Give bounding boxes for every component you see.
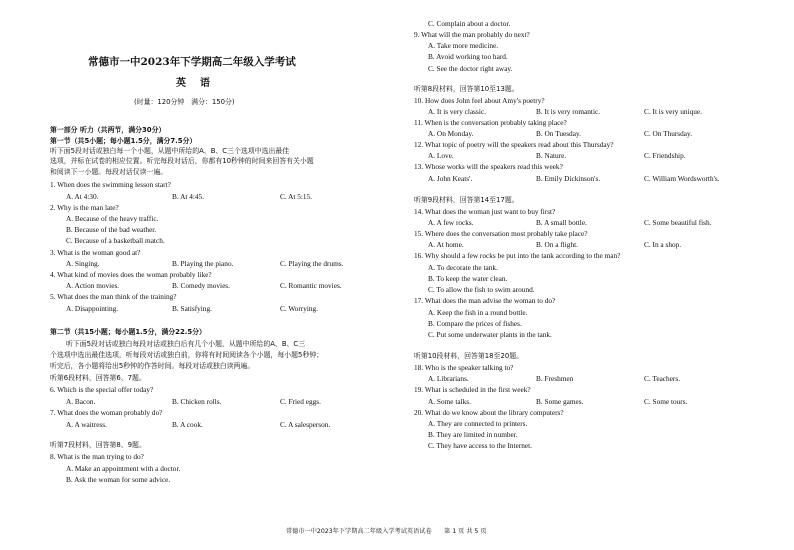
exam-title: 常德市一中2023年下学期高二年级入学考试 — [88, 56, 296, 68]
section1-heading: 第一节（共5小题；每小题1.5分，满分7.5分） — [50, 137, 197, 145]
option: B. Emily Dickinson's. — [536, 174, 601, 183]
question-10: 10. How does John feel about Amy's poetry? — [414, 96, 545, 105]
option: A. Love. — [428, 151, 454, 160]
question-17: 17. What does the man advise the woman to do? — [414, 296, 556, 305]
section2-instruction: 个选项中选出最佳选项，听每段对话或独白前，你将有时间阅读各个小题，每小题5秒钟； — [50, 351, 324, 359]
option: C. Complain about a doctor. — [428, 19, 511, 28]
page-footer: 常德市一中2023年下学期高二年级入学考试英语试卷 第 1 页 共 5 页 — [286, 528, 487, 535]
material-heading: 听第6段材料，回答第6、7题。 — [50, 374, 146, 382]
option: C. Worrying. — [280, 304, 318, 313]
option: C. Some tours. — [644, 397, 688, 406]
option: B. On Tuesday. — [536, 129, 581, 138]
option: B. Ask the woman for some advice. — [66, 475, 171, 484]
option: B. Satisfying. — [172, 304, 212, 313]
section1-instruction: 选项，并标在试卷的相应位置。听完每段对话后，你都有10秒钟的时间来回答有关小题 — [50, 157, 314, 165]
option: B. Because of the bad weather. — [66, 225, 157, 234]
option: C. Fried eggs. — [280, 397, 321, 406]
option: A. Make an appointment with a doctor. — [66, 464, 181, 473]
option: A. It is very classic. — [428, 107, 486, 116]
option: B. Playing the piano. — [172, 259, 234, 268]
section2-instruction: 听下面5段对话或独白每段对话或独白后有几个小题，从题中所给的A、B、C三 — [66, 340, 306, 348]
option: A. They are connected to printers. — [428, 419, 528, 428]
option: B. Avoid working too hard. — [428, 52, 508, 61]
subject-label: 英语 — [176, 78, 224, 89]
option: C. Put some underwater plants in the tank. — [428, 330, 552, 339]
option: C. At 5:15. — [280, 192, 313, 201]
question-12: 12. What topic of poetry will the speakers read about this Thursday? — [414, 140, 614, 149]
option: A. A waitress. — [66, 420, 107, 429]
option: C. They have access to the Internet. — [428, 441, 533, 450]
option: A. Librarians. — [428, 374, 469, 383]
exam-meta: (时量：120分钟 满分：150分) — [134, 98, 235, 106]
question-19: 19. What is scheduled in the first week? — [414, 385, 531, 394]
option: B. Nature. — [536, 151, 567, 160]
option: B. Comedy movies. — [172, 281, 230, 290]
option: A. Because of the heavy traffic. — [66, 214, 159, 223]
option: C. To allow the fish to swim around. — [428, 285, 535, 294]
question-20: 20. What do we know about the library computers? — [414, 408, 564, 417]
material-heading: 听第9段材料，回答第14至17题。 — [414, 196, 519, 204]
option: B. Compare the prices of fishes. — [428, 319, 522, 328]
option: C. A salesperson. — [280, 420, 331, 429]
question-4: 4. What kind of movies does the woman probably like? — [50, 270, 212, 279]
option: C. It is very unique. — [644, 107, 702, 116]
section2-heading: 第二节（共15小题；每小题1.5分，满分22.5分） — [50, 328, 206, 336]
material-heading: 听第8段材料，回答第10至13题。 — [414, 85, 519, 93]
option: A. Keep the fish in a round bottle. — [428, 308, 528, 317]
question-13: 13. Whose works will the speakers read this week? — [414, 162, 563, 171]
option: B. To keep the water clean. — [428, 274, 508, 283]
option: B. On a flight. — [536, 240, 578, 249]
option: C. Teachers. — [644, 374, 681, 383]
option: C. In a shop. — [644, 240, 682, 249]
option: C. On Thursday. — [644, 129, 693, 138]
question-18: 18. Who is the speaker talking to? — [414, 363, 514, 372]
option: A. Singing. — [66, 259, 100, 268]
question-14: 14. What does the woman just want to buy first? — [414, 207, 556, 216]
option: B. Freshmen — [536, 374, 574, 383]
option: C. Some beautiful fish. — [644, 218, 712, 227]
question-16: 16. Why should a few rocks be put into the tank according to the man? — [414, 251, 621, 260]
option: A. To decorate the tank. — [428, 263, 498, 272]
question-5: 5. What does the man think of the training? — [50, 292, 177, 301]
option: C. Because of a basketball match. — [66, 236, 165, 245]
option: A. At home. — [428, 240, 464, 249]
option: B. Some games. — [536, 397, 584, 406]
option: C. See the doctor right away. — [428, 64, 513, 73]
option: C. Romantic movies. — [280, 281, 342, 290]
section1-instruction: 听下面5段对话或独白每一个小题，从题中所给的A、B、C三个选项中选出最佳 — [50, 147, 290, 155]
option: A. Some talks. — [428, 397, 471, 406]
question-3: 3. What is the woman good at? — [50, 248, 141, 257]
question-15: 15. Where does the conversation most probably take place? — [414, 229, 588, 238]
section2-instruction: 听完后，各小题将给出5秒钟的作答时间。每段对话或独白读两遍。 — [50, 362, 255, 370]
option: B. A small bottle. — [536, 218, 587, 227]
option: A. Disappointing. — [66, 304, 119, 313]
question-6: 6. Which is the special offer today? — [50, 385, 154, 394]
option: A. On Monday. — [428, 129, 474, 138]
question-11: 11. When is the conversation probably taking place? — [414, 118, 567, 127]
question-9: 9. What will the man probably do next? — [414, 30, 530, 39]
material-heading: 听第10段材料，回答第18至20题。 — [414, 352, 523, 360]
option: A. Take more medicine. — [428, 41, 499, 50]
option: B. They are limited in number. — [428, 430, 518, 439]
option: B. A cook. — [172, 420, 203, 429]
question-7: 7. What does the woman probably do? — [50, 408, 163, 417]
part1-heading: 第一部分 听力（共两节，满分30分） — [50, 126, 166, 134]
material-heading: 听第7段材料，回答第8、9题。 — [50, 441, 146, 449]
option: B. At 4:45. — [172, 192, 205, 201]
option: C. Friendship. — [644, 151, 686, 160]
option: C. William Wordsworth's. — [644, 174, 720, 183]
option: C. Playing the drums. — [280, 259, 344, 268]
option: B. It is very romantic. — [536, 107, 601, 116]
question-2: 2. Why is the man late? — [50, 203, 119, 212]
question-8: 8. What is the man trying to do? — [50, 452, 144, 461]
option: A. Bacon. — [66, 397, 96, 406]
option: A. Action movies. — [66, 281, 120, 290]
option: A. John Keats'. — [428, 174, 473, 183]
option: A. A few rocks. — [428, 218, 474, 227]
question-1: 1. When does the swimming lesson start? — [50, 180, 171, 189]
section1-instruction: 和阅读下一小题。每段对话仅读一遍。 — [50, 168, 168, 176]
option: A. At 4:30. — [66, 192, 99, 201]
option: B. Chicken rolls. — [172, 397, 222, 406]
